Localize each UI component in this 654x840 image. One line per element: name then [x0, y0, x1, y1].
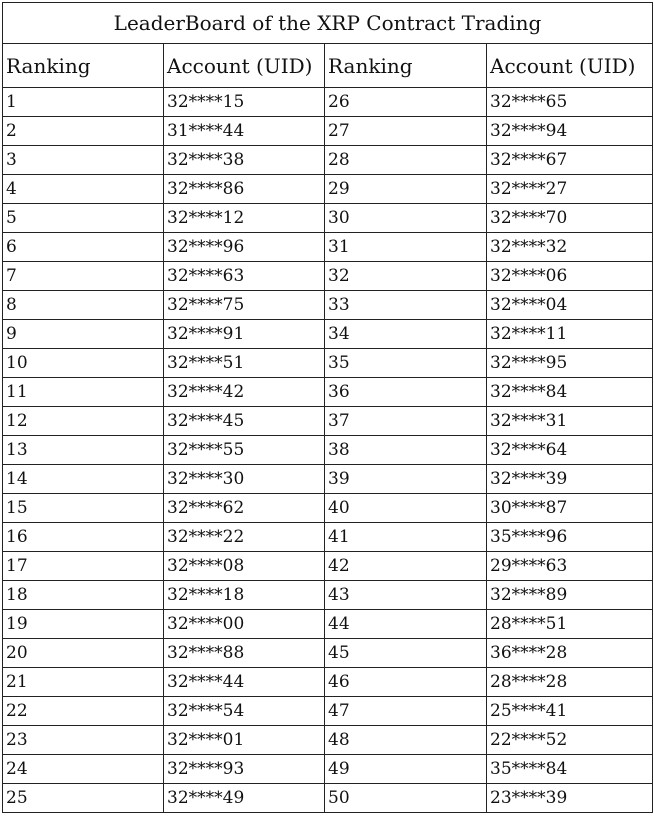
- account-right-cell: 28****51: [487, 610, 653, 639]
- account-left-cell: 32****42: [164, 378, 325, 407]
- rank-right-cell: 30: [325, 204, 487, 233]
- account-left-cell: 32****45: [164, 407, 325, 436]
- account-left-cell: 32****93: [164, 755, 325, 784]
- rank-left-cell: 18: [3, 581, 164, 610]
- table-row: [3, 291, 653, 320]
- table-row: [3, 668, 653, 697]
- rank-left-cell: 9: [3, 320, 164, 349]
- rank-right-cell: 40: [325, 494, 487, 523]
- account-left-cell: 32****96: [164, 233, 325, 262]
- rank-right-cell: 45: [325, 639, 487, 668]
- table-row: [3, 88, 653, 117]
- rank-right-cell: 41: [325, 523, 487, 552]
- table-row: [3, 378, 653, 407]
- account-left-cell: 32****22: [164, 523, 325, 552]
- account-left-cell: 32****00: [164, 610, 325, 639]
- account-left-cell: 32****62: [164, 494, 325, 523]
- rank-right-cell: 36: [325, 378, 487, 407]
- rank-left-cell: 14: [3, 465, 164, 494]
- table-row: [3, 697, 653, 726]
- account-left-cell: 32****30: [164, 465, 325, 494]
- rank-left-cell: 19: [3, 610, 164, 639]
- account-left-cell: 32****86: [164, 175, 325, 204]
- rank-right-cell: 50: [325, 784, 487, 813]
- rank-left-cell: 24: [3, 755, 164, 784]
- rank-left-cell: 5: [3, 204, 164, 233]
- rank-left-cell: 2: [3, 117, 164, 146]
- table-row: [3, 610, 653, 639]
- rank-left-cell: 1: [3, 88, 164, 117]
- account-left-cell: 32****63: [164, 262, 325, 291]
- account-left-cell: 32****54: [164, 697, 325, 726]
- account-right-cell: 30****87: [487, 494, 653, 523]
- table-row: [3, 726, 653, 755]
- account-right-cell: 32****65: [487, 88, 653, 117]
- rank-left-cell: 25: [3, 784, 164, 813]
- table-row: [3, 494, 653, 523]
- account-right-cell: 32****95: [487, 349, 653, 378]
- table-row: [3, 523, 653, 552]
- account-left-cell: 32****55: [164, 436, 325, 465]
- title-row: [3, 3, 653, 44]
- table-row: [3, 407, 653, 436]
- rank-right-cell: 46: [325, 668, 487, 697]
- rank-left-cell: 11: [3, 378, 164, 407]
- leaderboard-body: [3, 88, 653, 813]
- account-right-cell: 32****64: [487, 436, 653, 465]
- account-left-cell: 32****49: [164, 784, 325, 813]
- table-row: [3, 146, 653, 175]
- table-row: [3, 117, 653, 146]
- rank-right-cell: 38: [325, 436, 487, 465]
- account-right-cell: 29****63: [487, 552, 653, 581]
- table-row: [3, 581, 653, 610]
- rank-left-cell: 20: [3, 639, 164, 668]
- account-left-cell: 32****01: [164, 726, 325, 755]
- account-right-cell: 32****67: [487, 146, 653, 175]
- rank-right-cell: 26: [325, 88, 487, 117]
- account-left-cell: 32****44: [164, 668, 325, 697]
- rank-left-cell: 7: [3, 262, 164, 291]
- account-right-cell: 32****31: [487, 407, 653, 436]
- rank-left-cell: 17: [3, 552, 164, 581]
- table-row: [3, 320, 653, 349]
- table-row: [3, 552, 653, 581]
- account-right-cell: 32****11: [487, 320, 653, 349]
- rank-right-cell: 32: [325, 262, 487, 291]
- account-right-cell: 32****04: [487, 291, 653, 320]
- account-left-cell: 32****88: [164, 639, 325, 668]
- account-right-cell: 22****52: [487, 726, 653, 755]
- rank-left-cell: 4: [3, 175, 164, 204]
- rank-right-cell: 42: [325, 552, 487, 581]
- table-row: [3, 755, 653, 784]
- account-right-cell: 32****39: [487, 465, 653, 494]
- account-right-cell: 25****41: [487, 697, 653, 726]
- rank-left-cell: 8: [3, 291, 164, 320]
- account-left-cell: 32****08: [164, 552, 325, 581]
- account-left-cell: 32****18: [164, 581, 325, 610]
- table-row: [3, 784, 653, 813]
- account-left-cell: 31****44: [164, 117, 325, 146]
- leaderboard-table: [2, 2, 653, 813]
- rank-right-cell: 28: [325, 146, 487, 175]
- account-right-cell: 23****39: [487, 784, 653, 813]
- rank-right-cell: 43: [325, 581, 487, 610]
- rank-right-cell: 48: [325, 726, 487, 755]
- rank-left-cell: 3: [3, 146, 164, 175]
- table-row: [3, 639, 653, 668]
- account-right-cell: 32****89: [487, 581, 653, 610]
- table-title: LeaderBoard of the XRP Contract Trading: [3, 3, 653, 44]
- rank-left-cell: 10: [3, 349, 164, 378]
- rank-left-cell: 12: [3, 407, 164, 436]
- rank-left-cell: 13: [3, 436, 164, 465]
- account-left-cell: 32****91: [164, 320, 325, 349]
- account-right-cell: 35****96: [487, 523, 653, 552]
- table-row: [3, 175, 653, 204]
- account-left-cell: 32****75: [164, 291, 325, 320]
- account-left-cell: 32****12: [164, 204, 325, 233]
- rank-left-cell: 16: [3, 523, 164, 552]
- account-right-cell: 28****28: [487, 668, 653, 697]
- account-left-cell: 32****38: [164, 146, 325, 175]
- rank-right-cell: 29: [325, 175, 487, 204]
- header-account-right: Account (UID): [487, 44, 653, 88]
- table-row: [3, 349, 653, 378]
- rank-right-cell: 44: [325, 610, 487, 639]
- rank-right-cell: 27: [325, 117, 487, 146]
- account-right-cell: 35****84: [487, 755, 653, 784]
- rank-right-cell: 39: [325, 465, 487, 494]
- rank-right-cell: 47: [325, 697, 487, 726]
- account-left-cell: 32****51: [164, 349, 325, 378]
- rank-left-cell: 23: [3, 726, 164, 755]
- rank-right-cell: 35: [325, 349, 487, 378]
- rank-right-cell: 37: [325, 407, 487, 436]
- table-row: [3, 233, 653, 262]
- account-right-cell: 36****28: [487, 639, 653, 668]
- rank-right-cell: 49: [325, 755, 487, 784]
- rank-right-cell: 33: [325, 291, 487, 320]
- table-row: [3, 204, 653, 233]
- account-right-cell: 32****94: [487, 117, 653, 146]
- account-left-cell: 32****15: [164, 88, 325, 117]
- account-right-cell: 32****70: [487, 204, 653, 233]
- header-ranking-right: Ranking: [325, 44, 487, 88]
- rank-left-cell: 21: [3, 668, 164, 697]
- header-account-left: Account (UID): [164, 44, 325, 88]
- header-ranking-left: Ranking: [3, 44, 164, 88]
- table-row: [3, 262, 653, 291]
- account-right-cell: 32****32: [487, 233, 653, 262]
- account-right-cell: 32****27: [487, 175, 653, 204]
- rank-left-cell: 22: [3, 697, 164, 726]
- table-row: [3, 465, 653, 494]
- rank-right-cell: 34: [325, 320, 487, 349]
- rank-right-cell: 31: [325, 233, 487, 262]
- rank-left-cell: 6: [3, 233, 164, 262]
- account-right-cell: 32****06: [487, 262, 653, 291]
- table-row: [3, 436, 653, 465]
- rank-left-cell: 15: [3, 494, 164, 523]
- account-right-cell: 32****84: [487, 378, 653, 407]
- header-row: [3, 44, 653, 88]
